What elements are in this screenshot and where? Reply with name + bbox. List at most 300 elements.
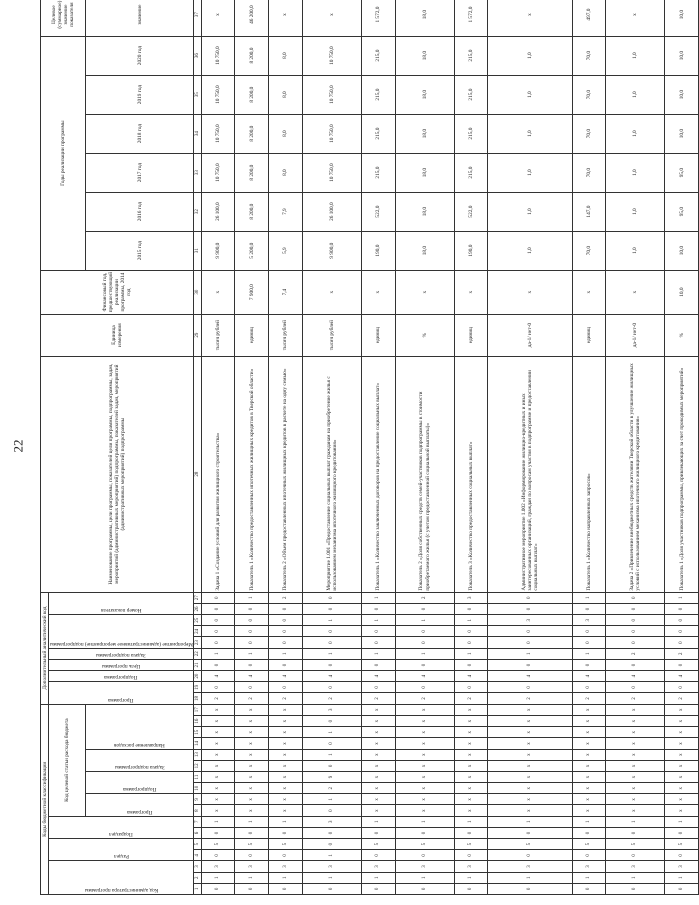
row-fin-year: х <box>572 270 606 314</box>
row-unit: да-1/ нет-0 <box>488 314 572 356</box>
row-year-value: 1,0 <box>488 231 572 270</box>
code-cell: х <box>665 716 699 727</box>
code-cell: х <box>201 704 235 715</box>
code-cell: х <box>488 704 572 715</box>
code-cell: х <box>361 738 395 749</box>
code-cell: 2 <box>269 592 303 603</box>
code-cell: х <box>488 738 572 749</box>
code-cell: 2 <box>302 783 361 794</box>
header-admin-code <box>49 861 194 895</box>
header-subsection <box>49 816 194 838</box>
code-cell: 1 <box>269 872 303 883</box>
code-cell: 1 <box>201 872 235 883</box>
column-number: 6 <box>194 827 202 838</box>
code-cell: х <box>201 738 235 749</box>
code-cell: х <box>235 783 269 794</box>
code-cell: х <box>269 771 303 782</box>
code-cell: 0 <box>235 626 269 637</box>
code-cell: 0 <box>572 883 606 894</box>
code-cell: х <box>235 805 269 816</box>
code-cell: 0 <box>302 637 361 648</box>
header-subprogram-code <box>49 671 194 682</box>
code-cell: 0 <box>454 682 488 693</box>
header-section-text: Раздел <box>113 853 129 860</box>
row-year-value: 70,0 <box>572 153 606 192</box>
row-fin-year: х <box>361 270 395 314</box>
code-cell: 0 <box>361 883 395 894</box>
code-cell: 5 <box>235 839 269 850</box>
code-cell: 0 <box>302 716 361 727</box>
table-row <box>235 0 269 895</box>
header-ta-subprogram-text: Подпрограмма <box>122 786 157 793</box>
code-cell: х <box>395 783 454 794</box>
code-cell: 0 <box>606 883 665 894</box>
code-cell: х <box>201 771 235 782</box>
header-ta-task-text: Задача подпрограммы <box>114 763 165 770</box>
code-cell: 3 <box>488 615 572 626</box>
column-number: 14 <box>194 738 202 749</box>
code-cell: х <box>269 749 303 760</box>
column-number: 32 <box>194 192 202 231</box>
code-cell: 1 <box>665 872 699 883</box>
row-year-value: 5 200,0 <box>235 231 269 270</box>
code-cell: х <box>454 805 488 816</box>
header-program-text: Программа <box>108 696 134 703</box>
header-ta-task <box>86 749 194 771</box>
row-unit: тысяч рублей <box>269 314 303 356</box>
row-fin-year: х <box>488 270 572 314</box>
code-cell: 0 <box>488 592 572 603</box>
code-cell: 0 <box>572 682 606 693</box>
column-number: 17 <box>194 704 202 715</box>
code-cell: 0 <box>488 883 572 894</box>
code-cell: 1 <box>395 816 454 827</box>
table-row <box>395 0 454 895</box>
code-cell: 0 <box>201 626 235 637</box>
code-cell: 0 <box>395 682 454 693</box>
header-years: Годы реализации программы <box>41 36 86 270</box>
code-cell: 0 <box>361 682 395 693</box>
header-ta-direction <box>86 704 194 749</box>
code-cell: 1 <box>361 816 395 827</box>
code-cell: х <box>395 727 454 738</box>
code-cell: 0 <box>395 883 454 894</box>
row-year-value: 95,0 <box>665 192 699 231</box>
code-cell: 0 <box>269 682 303 693</box>
code-cell: 3 <box>361 861 395 872</box>
header-year-3: 2017 год <box>86 153 194 192</box>
code-cell: 0 <box>302 592 361 603</box>
header-target-value: значение <box>86 0 194 36</box>
row-year-value: 1,0 <box>606 75 665 114</box>
code-cell: х <box>269 805 303 816</box>
column-number: 1 <box>194 883 202 894</box>
header-unit: Единица измерения <box>41 314 194 356</box>
code-cell: 5 <box>395 839 454 850</box>
row-fin-year: х <box>395 270 454 314</box>
column-number: 22 <box>194 648 202 659</box>
row-unit: единиц <box>361 314 395 356</box>
row-unit: тысяч рублей <box>302 314 361 356</box>
code-cell: 1 <box>201 648 235 659</box>
code-cell: 1 <box>302 872 361 883</box>
code-cell: 3 <box>454 861 488 872</box>
code-cell: х <box>454 749 488 760</box>
code-cell: х <box>454 716 488 727</box>
row-fin-year: х <box>606 270 665 314</box>
code-cell: х <box>572 749 606 760</box>
code-cell: 0 <box>606 850 665 861</box>
column-number: 11 <box>194 771 202 782</box>
table-row <box>665 0 699 895</box>
row-year-value: 1,0 <box>488 36 572 75</box>
row-year-value: 1,0 <box>488 153 572 192</box>
code-cell: 3 <box>665 861 699 872</box>
code-cell: 0 <box>361 637 395 648</box>
header-subsection-text: Подраздел <box>109 831 133 838</box>
row-year-value: 70,0 <box>572 75 606 114</box>
code-cell: 0 <box>269 850 303 861</box>
row-name: Задача 1 «Создание условий для развития жилищного строительства» <box>201 356 235 592</box>
code-cell: 4 <box>454 671 488 682</box>
column-number: 33 <box>194 153 202 192</box>
column-number: 37 <box>194 0 202 36</box>
row-name: Административное мероприятие 1.002 «Информирование жилищно-кредитных и иных заинтересованных организаций, граждан по вопросам участия в подпрограмме и предоставлении социальных выплат» <box>488 356 572 592</box>
code-cell: х <box>665 738 699 749</box>
code-cell: х <box>606 794 665 805</box>
column-number: 18 <box>194 693 202 704</box>
code-cell: 0 <box>269 615 303 626</box>
table-row <box>606 0 665 895</box>
code-cell: 0 <box>395 626 454 637</box>
code-cell: 0 <box>454 850 488 861</box>
code-cell: 2 <box>361 693 395 704</box>
row-year-value: 1,0 <box>488 75 572 114</box>
code-cell: 1 <box>302 615 361 626</box>
column-number: 27 <box>194 592 202 603</box>
row-unit: да-1/ нет-0 <box>606 314 665 356</box>
code-cell: 4 <box>606 671 665 682</box>
column-number: 3 <box>194 861 202 872</box>
code-cell: х <box>572 783 606 794</box>
row-year-value: 10 750,0 <box>302 153 361 192</box>
code-cell: 0 <box>454 827 488 838</box>
row-year-value: 215,0 <box>361 75 395 114</box>
code-cell: 0 <box>269 659 303 670</box>
row-year-value: 8,0 <box>269 153 303 192</box>
code-cell: 0 <box>361 827 395 838</box>
row-year-value: 8,0 <box>269 75 303 114</box>
code-cell: 0 <box>269 883 303 894</box>
code-cell: х <box>454 727 488 738</box>
code-cell: 4 <box>361 671 395 682</box>
row-year-value: 8,0 <box>269 36 303 75</box>
row-year-value: 18,0 <box>395 153 454 192</box>
row-unit: % <box>395 314 454 356</box>
code-cell: 1 <box>488 648 572 659</box>
row-target: 10,0 <box>665 0 699 36</box>
code-cell: х <box>606 749 665 760</box>
header-measure <box>49 615 194 649</box>
row-name: Показатель 2 «Объем предоставленных ипотечных жилищных кредитов в расчете на одну семью» <box>269 356 303 592</box>
code-cell: х <box>201 749 235 760</box>
code-cell: х <box>395 749 454 760</box>
column-number: 10 <box>194 783 202 794</box>
row-fin-year: х <box>454 270 488 314</box>
code-cell: х <box>201 805 235 816</box>
row-year-value: 8 200,0 <box>235 153 269 192</box>
code-cell: 5 <box>572 839 606 850</box>
code-cell: х <box>269 704 303 715</box>
code-cell: 0 <box>606 682 665 693</box>
code-cell: 0 <box>235 883 269 894</box>
code-cell: 1 <box>454 816 488 827</box>
code-cell: х <box>201 794 235 805</box>
row-year-value: 8,0 <box>269 114 303 153</box>
code-cell: х <box>665 771 699 782</box>
row-year-value: 10 750,0 <box>201 153 235 192</box>
code-cell: х <box>606 738 665 749</box>
code-cell: х <box>488 749 572 760</box>
column-number: 7 <box>194 816 202 827</box>
header-additional-codes: Дополнительный аналитический код <box>41 592 49 704</box>
code-cell: х <box>665 783 699 794</box>
code-cell: х <box>665 760 699 771</box>
code-cell: 0 <box>302 738 361 749</box>
code-cell: 0 <box>488 603 572 614</box>
table-row <box>361 0 395 895</box>
code-cell: 0 <box>302 883 361 894</box>
code-cell: 0 <box>665 603 699 614</box>
row-year-value: 1,0 <box>606 36 665 75</box>
code-cell: 1 <box>572 816 606 827</box>
code-cell: 0 <box>488 626 572 637</box>
code-cell: 0 <box>269 626 303 637</box>
header-measure-text: Мероприятие (административное мероприятие) подпрограммы <box>49 640 193 647</box>
code-cell: 4 <box>302 671 361 682</box>
code-cell: х <box>361 727 395 738</box>
row-year-value: 10 750,0 <box>302 36 361 75</box>
row-unit: единиц <box>454 314 488 356</box>
code-cell: 1 <box>235 592 269 603</box>
header-ta-program-text: Программа <box>126 808 153 815</box>
code-cell: 0 <box>572 850 606 861</box>
code-cell: 0 <box>235 615 269 626</box>
code-cell: 3 <box>302 816 361 827</box>
code-cell: 2 <box>395 592 454 603</box>
code-cell: 0 <box>201 883 235 894</box>
code-cell: 0 <box>201 603 235 614</box>
row-year-value: 8 200,0 <box>235 114 269 153</box>
code-cell: х <box>606 704 665 715</box>
code-cell: 1 <box>302 794 361 805</box>
code-cell: 0 <box>361 626 395 637</box>
code-cell: х <box>572 716 606 727</box>
code-cell: х <box>395 794 454 805</box>
code-cell: 1 <box>606 816 665 827</box>
row-year-value: 18,0 <box>395 75 454 114</box>
code-cell: х <box>572 771 606 782</box>
code-cell: 0 <box>488 682 572 693</box>
code-cell: 0 <box>454 659 488 670</box>
row-year-value: 10 750,0 <box>201 36 235 75</box>
column-number: 21 <box>194 659 202 670</box>
code-cell: 1 <box>454 615 488 626</box>
header-prog-goal-text: Цель программы <box>101 663 141 670</box>
code-cell: 2 <box>606 648 665 659</box>
row-year-value: 10,0 <box>665 75 699 114</box>
header-ta-direction-text: Направление расходов <box>114 741 166 748</box>
code-cell: 0 <box>361 850 395 861</box>
code-cell: х <box>235 749 269 760</box>
code-cell: 0 <box>665 850 699 861</box>
code-cell: 1 <box>454 648 488 659</box>
code-cell: 0 <box>606 592 665 603</box>
code-cell: 4 <box>665 671 699 682</box>
column-number: 19 <box>194 682 202 693</box>
code-cell: 1 <box>395 648 454 659</box>
code-cell: х <box>488 783 572 794</box>
code-cell: 3 <box>572 861 606 872</box>
column-number: 25 <box>194 615 202 626</box>
code-cell: 2 <box>395 693 454 704</box>
row-year-value: 215,0 <box>361 153 395 192</box>
code-cell: 0 <box>488 659 572 670</box>
row-fin-year: х <box>201 270 235 314</box>
code-cell: 0 <box>201 615 235 626</box>
code-cell: х <box>395 805 454 816</box>
column-number: 28 <box>194 356 202 592</box>
code-cell: 1 <box>395 615 454 626</box>
rotated-table-wrapper <box>40 0 685 895</box>
row-year-value: 190,0 <box>454 231 488 270</box>
row-target: 497,0 <box>572 0 606 36</box>
column-number: 35 <box>194 75 202 114</box>
code-cell: 1 <box>302 648 361 659</box>
code-cell: х <box>269 783 303 794</box>
header-section <box>49 839 194 861</box>
code-cell: х <box>269 727 303 738</box>
row-year-value: 215,0 <box>454 114 488 153</box>
code-cell: 0 <box>395 603 454 614</box>
row-year-value: 1,0 <box>488 192 572 231</box>
header-target-article: Код целевой статьи расхода бюджета <box>49 704 86 816</box>
code-cell: 1 <box>395 872 454 883</box>
code-cell: х <box>665 704 699 715</box>
code-cell: 0 <box>235 682 269 693</box>
column-number: 2 <box>194 872 202 883</box>
code-cell: 2 <box>269 693 303 704</box>
code-cell: 1 <box>572 592 606 603</box>
code-cell: 0 <box>269 827 303 838</box>
code-cell: х <box>488 727 572 738</box>
code-cell: х <box>235 738 269 749</box>
code-cell: 0 <box>665 626 699 637</box>
code-cell: х <box>454 738 488 749</box>
code-cell: х <box>665 749 699 760</box>
code-cell: 0 <box>606 659 665 670</box>
code-cell: 0 <box>395 850 454 861</box>
code-cell: х <box>269 738 303 749</box>
code-cell: 0 <box>302 839 361 850</box>
table-row <box>454 0 488 895</box>
code-cell: х <box>235 760 269 771</box>
code-cell: 0 <box>665 827 699 838</box>
header-year-4: 2018 год <box>86 114 194 153</box>
row-year-value: 10 750,0 <box>201 114 235 153</box>
header-prog-goal <box>49 659 194 670</box>
row-year-value: 215,0 <box>454 36 488 75</box>
code-cell: 1 <box>269 648 303 659</box>
code-cell: 0 <box>572 659 606 670</box>
row-year-value: 10,0 <box>665 114 699 153</box>
table-row <box>201 0 235 895</box>
code-cell: х <box>361 749 395 760</box>
code-cell: х <box>572 805 606 816</box>
header-indicator-no-text: Номер показателя <box>100 607 142 614</box>
code-cell: 0 <box>302 682 361 693</box>
code-cell: 0 <box>235 827 269 838</box>
row-year-value: 215,0 <box>454 153 488 192</box>
code-cell: 0 <box>235 659 269 670</box>
code-cell: х <box>572 794 606 805</box>
code-cell: 0 <box>302 760 361 771</box>
code-cell: 4 <box>488 671 572 682</box>
row-year-value: 10,0 <box>665 36 699 75</box>
code-cell: 0 <box>361 603 395 614</box>
row-year-value: 70,0 <box>572 231 606 270</box>
row-year-value: 8 200,0 <box>235 36 269 75</box>
code-cell: х <box>488 716 572 727</box>
code-cell: 1 <box>361 648 395 659</box>
code-cell: 5 <box>454 839 488 850</box>
table-row <box>572 0 606 895</box>
code-cell: х <box>235 794 269 805</box>
code-cell: 0 <box>201 659 235 670</box>
code-cell: 0 <box>201 827 235 838</box>
code-cell: 0 <box>454 603 488 614</box>
row-year-value: 1,0 <box>606 153 665 192</box>
row-year-value: 18,0 <box>395 192 454 231</box>
code-cell: 3 <box>454 592 488 603</box>
code-cell: 0 <box>201 637 235 648</box>
table-row <box>488 0 572 895</box>
code-cell: 0 <box>302 626 361 637</box>
code-cell: х <box>269 716 303 727</box>
row-name: Показатель 1 «Количество предоставленных ипотечных жилищных кредитов в Тверской области» <box>235 356 269 592</box>
header-ta-program <box>86 794 194 816</box>
row-year-value: 147,0 <box>572 192 606 231</box>
code-cell: х <box>395 704 454 715</box>
row-target: 18,0 <box>395 0 454 36</box>
code-cell: 1 <box>361 872 395 883</box>
code-cell: 3 <box>572 615 606 626</box>
code-cell: х <box>572 727 606 738</box>
code-cell: х <box>201 783 235 794</box>
row-year-value: 9 900,0 <box>201 231 235 270</box>
code-cell: х <box>395 771 454 782</box>
code-cell: х <box>395 716 454 727</box>
code-cell: 1 <box>572 872 606 883</box>
row-year-value: 70,0 <box>572 36 606 75</box>
code-cell: х <box>201 727 235 738</box>
code-cell: 1 <box>302 850 361 861</box>
code-cell: х <box>606 716 665 727</box>
header-indicator-no <box>49 592 194 614</box>
row-year-value: 10 750,0 <box>302 114 361 153</box>
code-cell: 0 <box>488 637 572 648</box>
code-cell: 5 <box>606 839 665 850</box>
